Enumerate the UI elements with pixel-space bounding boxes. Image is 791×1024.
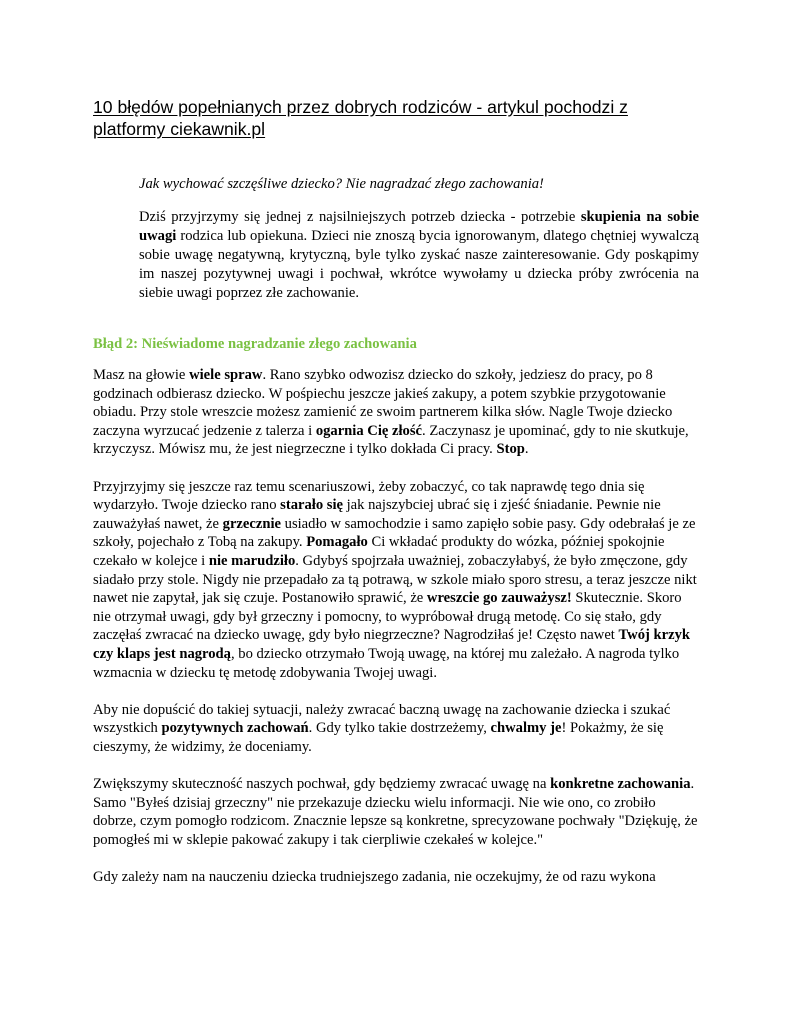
paragraph-text: Przyjrzyjmy się jeszcze raz temu scenariuszowi, żeby zobaczyć, co tak naprawdę tego dnia się wydarzyło. Twoje dziecko rano <box>93 478 645 514</box>
paragraph-text: Masz na głowie <box>93 367 190 383</box>
paragraph-text: . Samo "Byłeś dzisiaj grzeczny" nie przekazuje dziecku wielu informacji. Nie wie ono, co zrobiło dobrze, czym pomogło rodzicom. Znacznie lepsze są konkretne, sprecyzowane pochwały "Dziękuję, że pomogłeś mi w sklepie pakować zakupy i tak cierpliwie czekałeś w kolejce." <box>93 776 698 848</box>
paragraph-bold: nie marudziło <box>208 552 296 569</box>
paragraph-bold: pozytywnych zachowań <box>161 720 309 737</box>
intro-bold: skupienia na sobie uwagi <box>139 209 699 244</box>
paragraph-2 <box>93 478 698 683</box>
paragraph-text: . Rano szybko odwozisz dziecko do szkoły, jedziesz do pracy, po 8 godzinach odbierasz dziecko. W pośpiechu jeszcze jakieś zakupy, a potem szybkie przygotowanie obiadu. Przy stole wreszcie możesz zamienić ze swoim partnerem kilka słów. Nagle Twoje dziecko zaczyna wyrzucać jedzenie z talerza i <box>93 367 673 439</box>
paragraph-text: . Zaczynasz je upominać, gdy to nie skutkuje, krzyczysz. Mówisz mu, że jest niegrzeczne i tylko dokłada Ci pracy. <box>93 422 689 458</box>
paragraph-text: ! Pokażmy, że się cieszymy, że widzimy, że doceniamy. <box>93 720 664 755</box>
paragraph-text: Ci wkładać produkty do wózka, później spokojnie czekało w kolejce i <box>93 534 665 569</box>
paragraph-text: , bo dziecko otrzymało Twoją uwagę, na której mu zależało. A nagroda tylko wzmacnia w dziecku tę metodę zdobywania Twojej uwagi. <box>93 645 680 681</box>
paragraph-bold: chwalmy je <box>490 720 562 737</box>
intro-paragraph <box>139 208 699 303</box>
paragraph-text: . Gdy tylko takie dostrzeżemy, <box>308 720 491 737</box>
paragraph-text: Aby nie dopuścić do takiej sytuacji, należy zwracać baczną uwagę na zachowanie dziecka i szukać wszystkich <box>93 701 671 737</box>
paragraph-bold: wreszcie go zauważysz! <box>426 590 572 607</box>
paragraph-bold: Stop <box>496 441 525 458</box>
paragraph-bold: konkretne zachowania <box>550 776 691 793</box>
paragraph-bold: ogarnia Cię złość <box>315 422 423 439</box>
paragraph-bold: Twój krzyk czy klaps jest nagrodą <box>93 627 690 662</box>
paragraph-text: Skutecznie. Skoro nie otrzymał uwagi, gdy był grzeczny i pomocny, to wypróbował drugą metodę. Co się stało, gdy zaczęłaś zwracać na dziecko uwagę, gdy było niegrzeczne? Nagrodziłaś je! Często nawet <box>93 590 682 644</box>
section-heading: Błąd 2: Nieświadome nagradzanie złego zachowania <box>93 336 417 352</box>
lead-question: Jak wychować szczęśliwe dziecko? Nie nagradzać złego zachowania! <box>139 176 544 192</box>
paragraph-1 <box>93 366 698 459</box>
paragraph-3 <box>93 701 698 757</box>
intro-text: rodzica lub opiekuna. Dzieci nie znoszą bycia ignorowanym, dlatego chętniej wywalczą sobie uwagę negatywną, krytyczną, byle tylko zyskać nasze zainteresowanie. Gdy poskąpimy im naszej pozytywnej uwagi i pochwał, wkrótce wywołamy u dziecka próby zwrócenia na siebie uwagi poprzez złe zachowanie. <box>139 227 699 301</box>
paragraph-text: usiadło w samochodzie i samo zapięło sobie pasy. Gdy odebrałaś je ze szkoły, pojechało z Tobą na zakupy. <box>93 515 696 551</box>
paragraph-bold: starało się <box>280 497 343 514</box>
intro-text: Dziś przyjrzymy się jednej z najsilniejszych potrzeb dziecka - potrzebie <box>139 209 581 225</box>
paragraph-text: jak najszybciej ubrać się i zjeść śniadanie. Pewnie nie zauważyłaś nawet, że <box>93 497 661 532</box>
section-body <box>93 366 698 905</box>
paragraph-text: . Gdybyś spojrzała uważniej, zobaczyłabyś, że było zmęczone, gdy siadało przy stole. Nigdy nie przepadało za tą potrawą, w szkole miało sporo stresu, a teraz jeszcze nikt nawet nie zapytał, jak się czuje. Postanowiło sprawić, że <box>93 552 697 607</box>
paragraph-text: Zwiększymy skuteczność naszych pochwał, gdy będziemy zwracać uwagę na <box>93 776 551 793</box>
paragraph-bold: grzecznie <box>222 515 281 532</box>
paragraph-bold: Pomagało <box>306 534 368 551</box>
paragraph-text: . <box>524 441 529 458</box>
paragraph-5: Gdy zależy nam na nauczeniu dziecka trudniejszego zadania, nie oczekujmy, że od razu wykona <box>93 869 656 886</box>
document-title: 10 błędów popełnianych przez dobrych rodziców - artykul pochodzi z platformy ciekawnik.pl <box>93 97 628 139</box>
paragraph-bold: wiele spraw <box>189 367 263 383</box>
paragraph-4 <box>93 775 698 849</box>
